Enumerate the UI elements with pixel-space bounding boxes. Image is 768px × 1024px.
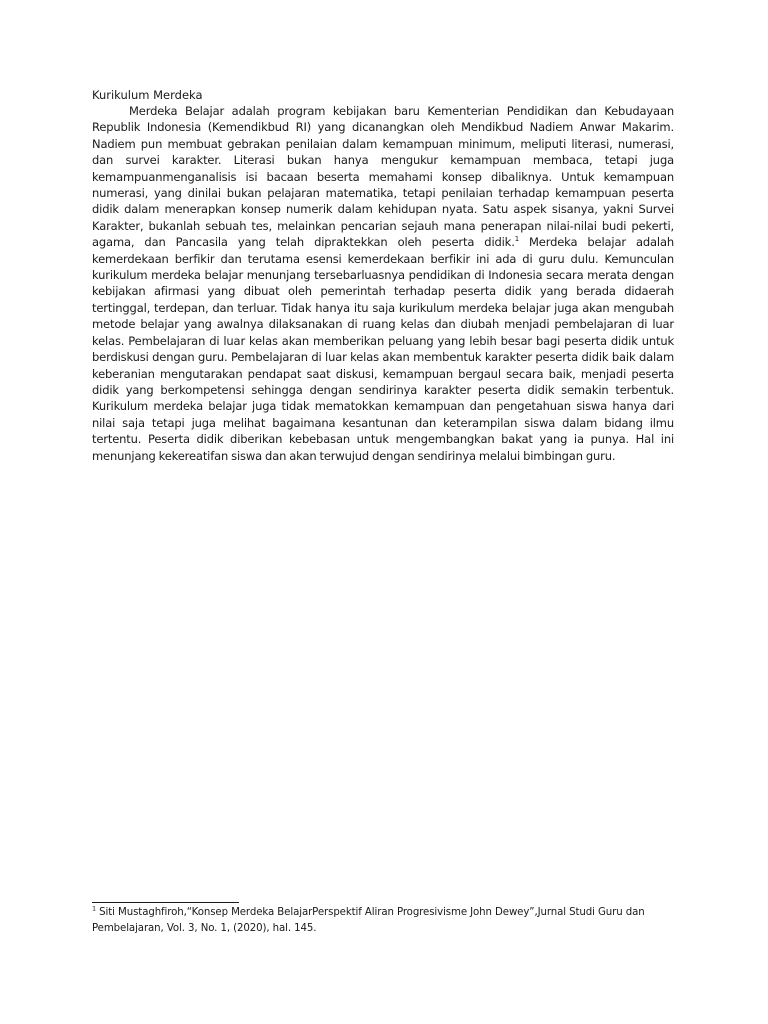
paragraph-text-part-2: Merdeka belajar adalah kemerdekaan berfikir dan terutama esensi kemerdekaan berfikir ini ada di guru dulu. Kemunculan kurikulum merdeka belajar menunjang tersebarluasnya pendidikan di Indonesia secara merata dengan kebijakan afirmasi yang dibuat oleh pemerintah terhadap peserta didik yang berada didaerah tertinggal, terdepan, dan terluar. Tidak hanya itu saja kurikulum merdeka belajar juga akan mengubah metode belajar yang awalnya dilaksanakan di ruang kelas dan diubah menjadi pembelajaran di luar kelas. Pembelajaran di luar kelas akan memberikan peluang yang lebih besar bagi peserta didik untuk berdiskusi dengan guru. Pembelajaran di luar kelas akan membentuk karakter peserta didik baik dalam keberanian mengutarakan pendapat saat diskusi, kemampuan bergaul secara baik, menjadi peserta didik yang berkompetensi sehingga dengan sendirinya karakter peserta didik semakin terbentuk. Kurikulum merdeka belajar juga tidak mematokkan kemampuan dan pengetahuan siswa hanya dari nilai saja tetapi juga melihat bagaimana kesantunan dan keterampilan siswa dalam bidang ilmu tertentu. Peserta didik diberikan kebebasan untuk mengembangkan bakat yang ia punya. Hal ini menunjang kekereatifan siswa dan akan terwujud dengan sendirinya melalui bimbingan guru. [92, 235, 674, 463]
document-title: Kurikulum Merdeka [92, 88, 203, 102]
footnote-separator [92, 902, 239, 903]
paragraph-text-part-1: Merdeka Belajar adalah program kebijakan baru Kementerian Pendidikan dan Kebudayaan Republik Indonesia (Kemendikbud RI) yang dicanangkan oleh Mendikbud Nadiem Anwar Makarim. Nadiem pun membuat gebrakan penilaian dalam kemampuan minimum, meliputi literasi, numerasi, dan survei karakter. Literasi bukan hanya mengukur kemampuan membaca, tetapi juga kemampuanmenganalisis isi bacaan beserta memahami konsep dibaliknya. Untuk kemampuan numerasi, yang dinilai bukan pelajaran matematika, tetapi penilaian terhadap kemampuan peserta didik dalam menerapkan konsep numerik dalam kehidupan nyata. Satu aspek sisanya, yakni Survei Karakter, bukanlah sebuah tes, melainkan pencarian sejauh mana penerapan nilai-nilai budi pekerti, agama, dan Pancasila yang telah dipraktekkan oleh peserta didik. [92, 104, 674, 250]
body-paragraph [92, 103, 674, 464]
footnote [92, 905, 652, 937]
footnote-text: Siti Mustaghfiroh,“Konsep Merdeka BelajarPerspektif Aliran Progresivisme John Dewey”,Jurnal Studi Guru dan Pembelajaran, Vol. 3, No. 1, (2020), hal. 145. [92, 907, 645, 934]
footnote-mark: 1 [92, 904, 97, 913]
footnote-reference[interactable]: 1 [514, 235, 520, 244]
